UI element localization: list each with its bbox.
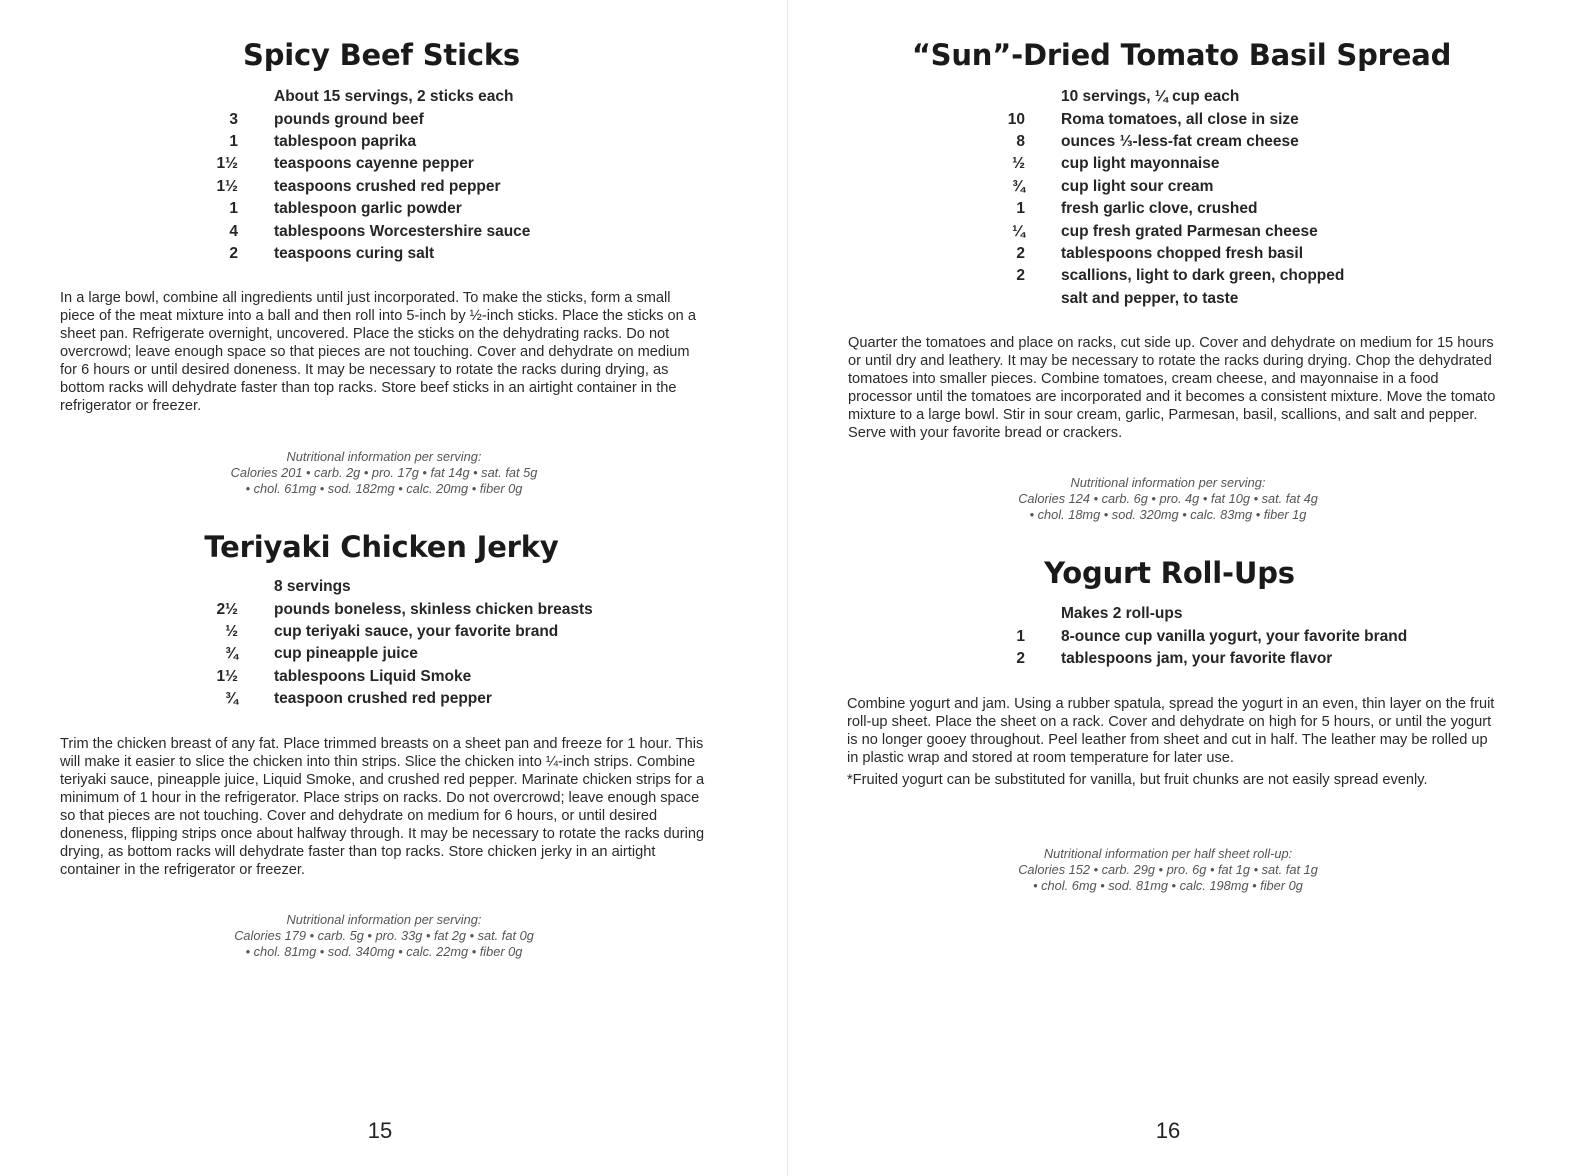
ingredient-row: salt and pepper, to taste (1061, 289, 1239, 307)
ingredient-row: 1 tablespoon garlic powder (229, 200, 462, 218)
ingredient-list (178, 86, 530, 265)
ingredient-row: 1½ teaspoons crushed red pepper (216, 177, 501, 195)
nutrition-heading: Nutritional information per serving: (286, 912, 482, 927)
left-page (0, 0, 787, 1176)
recipe-method (848, 334, 1498, 446)
ingredient-row: 2 tablespoons jam, your favorite flavor (1016, 649, 1333, 667)
nutrition-heading: Nutritional information per half sheet roll-up: (1043, 846, 1293, 861)
nutrition-heading: Nutritional information per serving: (1070, 475, 1266, 490)
ingredient-list (965, 86, 1344, 310)
ingredient-row: 1½ tablespoons Liquid Smoke (216, 667, 472, 685)
ingredient-row: 3 pounds ground beef (229, 110, 424, 128)
recipe-method (847, 695, 1497, 793)
page-number: 16 (1155, 1118, 1181, 1143)
ingredient-row: 1 tablespoon paprika (229, 132, 417, 150)
ingredient-row: ¼ cup fresh grated Parmesan cheese (1012, 222, 1318, 240)
method-footnote: *Fruited yogurt can be substituted for vanilla, but fruit chunks are not easily spread evenly. (847, 772, 1428, 788)
nutrition-line: • chol. 81mg • sod. 340mg • calc. 22mg • fiber 0g (245, 944, 523, 959)
recipe-yield: 10 servings, ¼ cup each (1061, 88, 1240, 106)
ingredient-row: 2 teaspoons curing salt (229, 244, 435, 262)
nutrition-info (60, 449, 708, 497)
recipe-method (60, 289, 708, 419)
nutrition-line: • chol. 61mg • sod. 182mg • calc. 20mg • fiber 0g (245, 481, 523, 496)
page-number: 15 (367, 1118, 393, 1143)
nutrition-heading: Nutritional information per serving: (286, 449, 482, 464)
ingredient-list (178, 576, 593, 710)
ingredient-row: ¾ cup light sour cream (1012, 177, 1214, 195)
nutrition-line: Calories 201 • carb. 2g • pro. 17g • fat 14g • sat. fat 5g (230, 465, 538, 480)
recipe-title: “Sun”-Dried Tomato Basil Spread (911, 38, 1452, 72)
ingredient-row: ¾ teaspoon crushed red pepper (225, 690, 492, 708)
method-paragraph: In a large bowl, combine all ingredients until just incorporated. To make the sticks, form a small piece of the meat mixture into a ball and then roll into 5-inch by ½-inch sticks. Place the sticks on a sheet pan. Refrigerate overnight, uncovered. Place the sticks on the dehydrating racks. Do not overcrowd; leave enough space so that pieces are not touching. Cover and dehydrate on medium for 6 hours or until desired doneness. It may be necessary to rotate the racks during drying, as bottom racks will dehydrate faster than top racks. Store beef sticks in an airtight container in the refrigerator or freezer. (60, 290, 696, 414)
ingredient-row: 1 8-ounce cup vanilla yogurt, your favorite brand (1016, 627, 1408, 645)
ingredient-row: ¾ cup pineapple juice (225, 645, 418, 663)
ingredient-row: ½ cup light mayonnaise (1012, 155, 1220, 173)
nutrition-line: • chol. 6mg • sod. 81mg • calc. 198mg • fiber 0g (1033, 878, 1303, 893)
nutrition-line: Calories 124 • carb. 6g • pro. 4g • fat 10g • sat. fat 4g (1018, 491, 1318, 506)
method-paragraph: Quarter the tomatoes and place on racks, cut side up. Cover and dehydrate on medium for 15 hours or until dry and leathery. It may be necessary to rotate the racks during drying. Chop the dehydrated tomatoes into smaller pieces. Combine tomatoes, cream cheese, and mayonnaise in a food processor until the tomatoes are incorporated and it becomes a consistent mixture. Move the tomato mixture to a large bowl. Stir in sour cream, garlic, Parmesan, basil, scallions, and salt and pepper. Serve with your favorite bread or crackers. (848, 335, 1496, 441)
recipe-yield: 8 servings (274, 578, 351, 596)
nutrition-info (60, 912, 708, 960)
ingredient-list (965, 603, 1407, 670)
recipe-method (60, 735, 710, 883)
nutrition-line: Calories 179 • carb. 5g • pro. 33g • fat 2g • sat. fat 0g (234, 928, 534, 943)
recipe-title: Spicy Beef Sticks (243, 38, 520, 72)
ingredient-row: ½ cup teriyaki sauce, your favorite brand (225, 622, 559, 640)
nutrition-line: • chol. 18mg • sod. 320mg • calc. 83mg • fiber 1g (1029, 507, 1307, 522)
recipe-yield: About 15 servings, 2 sticks each (274, 88, 514, 106)
ingredient-row: 1 fresh garlic clove, crushed (1016, 200, 1258, 218)
method-paragraph: Trim the chicken breast of any fat. Place trimmed breasts on a sheet pan and freeze for 1 hour. This will make it easier to slice the chicken into thin strips. Slice the chicken into ¼-inch strips. Combine teriyaki sauce, pineapple juice, Liquid Smoke, and crushed red pepper. Marinate chicken strips for a minimum of 1 hour in the refrigerator. Place strips on racks. Do not overcrowd; leave enough space so that pieces are not touching. Cover and dehydrate on medium for 6 hours, or until desired doneness, flipping strips once about halfway through. It may be necessary to rotate the racks during drying, as bottom racks will dehydrate faster than top racks. Store chicken jerky in an airtight container in the refrigerator or freezer. (60, 736, 705, 878)
right-page (788, 0, 1575, 1176)
nutrition-info (818, 846, 1518, 894)
ingredient-row: 8 ounces ⅓-less-fat cream cheese (1016, 132, 1299, 150)
method-paragraph: Combine yogurt and jam. Using a rubber spatula, spread the yogurt in an even, thin layer on the fruit roll-up sheet. Place the sheet on a rack. Cover and dehydrate on high for 5 hours, or until the yogurt is no longer gooey throughout. Peel leather from sheet and cut in half. The leather may be rolled up in plastic wrap and stored at room temperature for later use. (847, 696, 1495, 766)
ingredient-row: 2 tablespoons chopped fresh basil (1016, 244, 1304, 262)
recipe-title: Yogurt Roll-Ups (1044, 556, 1295, 590)
ingredient-row: 4 tablespoons Worcestershire sauce (229, 222, 531, 240)
ingredient-row: 1½ teaspoons cayenne pepper (216, 155, 474, 173)
ingredient-row: 2 scallions, light to dark green, chopped (1016, 267, 1345, 285)
nutrition-info (818, 475, 1518, 523)
recipe-yield: Makes 2 roll-ups (1061, 605, 1183, 623)
ingredient-row: 2½ pounds boneless, skinless chicken breasts (216, 600, 593, 618)
ingredient-row: 10 Roma tomatoes, all close in size (1007, 110, 1299, 128)
nutrition-line: Calories 152 • carb. 29g • pro. 6g • fat 1g • sat. fat 1g (1018, 862, 1318, 877)
recipe-title: Teriyaki Chicken Jerky (204, 530, 559, 564)
